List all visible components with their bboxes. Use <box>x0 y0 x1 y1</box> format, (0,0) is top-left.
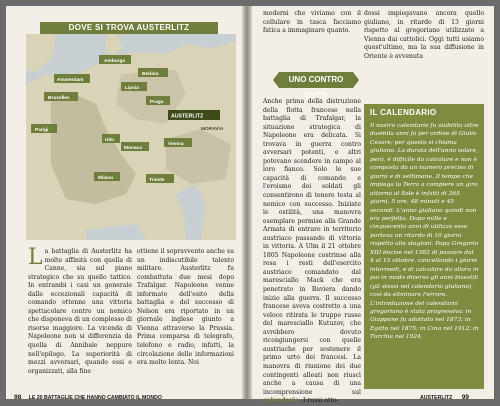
map-label-parigi: Parigi <box>35 128 49 133</box>
map-label-monaco: Monaco <box>124 146 143 151</box>
city-lipsia <box>121 82 147 91</box>
city-monaco <box>121 142 149 151</box>
map-label-milano: Milano <box>98 176 114 181</box>
map-label-ulm: Ulm <box>105 138 115 143</box>
city-amburgo <box>99 55 131 64</box>
section-ribbon: UNO CONTRO TUTTI <box>279 72 353 88</box>
right-footer <box>420 394 469 401</box>
map-label-bruxelles: Bruxelles <box>48 96 70 101</box>
map-label-amburgo: Amburgo <box>104 59 126 64</box>
map-label-amsterdam: Amsterdam <box>57 78 84 83</box>
city-austerlitz <box>168 110 220 120</box>
city-bruxelles <box>44 92 78 101</box>
city-praga <box>146 96 170 105</box>
city-berlino <box>138 68 168 77</box>
left-column-2 <box>137 248 234 388</box>
dropcap: L <box>28 245 43 270</box>
calendar-box-text: Il nostro calendario fu stabilito oltre duemila anni fa per ordine di Giulio Cesare; per questo si chiama giuliano. La durata dell'anno solare, però, è difficile da calcolare e non è composta da un numero preciso di giorni e di settimane. Il tempo che impiega la Terra a compiere un giro attorno al Sole è infatti di 365 giorni, 5 ore, 48 minuti e 45 secondi. L'anno giuliano quindi non era perfetto. Dopo mille e cinquecento anni di utilizzo esso portava un ritardo di 10 giorni rispetto alle stagioni. Papa Gregorio XIII decise nel 1582 di passare dal 4 al 15 ottobre, cancellando i giorni intermedi, e di calcolare da allora in poi in modo diverso gli anni bisestili (gli stessi nel calendario giuliano), così da eliminare l'errore. L'introduzione del calendario gregoriano è stata progressiva: in Giappone fu adottato nel 1873; in Egitto nel 1875; in Cina nel 1912; in Turchia nel 1924. <box>370 123 479 341</box>
left-column-1-text: a battaglia di Austerlitz ha molte affinità con quella di Canne, sia sul piano strategico che su quello tattico. In entrambi i casi un generale dalle eccezionali capacità di comando ottenne una vittoria spettacolare contro un nemico che disponeva di un complesso di risorse maggiore. La vicenda di Napoleone non si differenzia da quella di Annibale neppure nell'epilogo. La superiorità di mezzi avversari, quando essi e organizzati, alla fine <box>28 248 132 375</box>
right-top-text: moderni che viviamo con il cellulare in tasca facciamo fatica a immaginare quanto. <box>263 10 361 35</box>
map-label-praga: Praga <box>150 100 164 105</box>
right-column-1 <box>263 98 361 405</box>
map-label-berlino: Berlino <box>142 72 159 77</box>
calendario-keyword: calendario <box>263 397 300 405</box>
calendar-box-title: IL CALENDARIO <box>370 108 437 117</box>
city-ulm <box>102 134 120 143</box>
city-amsterdam <box>54 74 90 83</box>
right-running-title: AUSTERLITZ <box>420 395 453 401</box>
left-column-1 <box>28 245 132 388</box>
city-milano <box>94 172 120 181</box>
left-running-title: LE 20 BATTAGLIE CHE HANNO CAMBIATO IL MONDO <box>28 395 162 401</box>
map-title: DOVE SI TROVA AUSTERLITZ <box>40 22 218 34</box>
map-label-lipsia: Lipsia <box>125 86 139 91</box>
right-column-1-text: Anche prima della distruzione della flotta francese nella battaglia di Trafalgar, la situazione strategica di Napoleone era delicata. Si trovava in guerra contro avversari potenti, e altri potevano scendere in campo al loro fianco. Solo le sue capacità di comando e l'eroismo dei soldati gli consentirono di tenere testa al nemico con successo. Iniziate le ostilità, una manovra esemplare permise alla Grande Armata di entrare in territorio austriaco passando di vittoria in vittoria. A Ulm il 21 ottobre 1805 Napoleone costrinse alla resa i resti dell'esercito austriaco comandato dal maresciallo Mack che era penetrato in Baviera dando inizio alla guerra. Il successo francese aveva costretto a una veloce ritirata le truppe russe del maresciallo Kutuzov, che avrebbero dovuto ricongiungersi con quelle austriache per sostenere il primo urto dei francesi. La manovra di riunione dei due contingenti alleati non riuscì anche a causa di una incomprensione sul <box>263 98 361 396</box>
left-footer <box>14 394 162 401</box>
calendar-sidebar-box <box>364 104 484 389</box>
city-trieste <box>146 174 174 183</box>
right-column-1-tail: . I russi otto- <box>299 397 339 405</box>
right-column-2-top: dossi impiegavano ancora quello giuliano, in ritardo di 13 giorni rispetto al gregoriano utilizzato a Vienna dai cattolici. Oggi tutti usiamo quest'ultimo, ma la sua diffusione in Oriente è avvenuta <box>364 10 484 60</box>
city-vienna <box>164 138 192 147</box>
book-gutter <box>242 6 252 399</box>
map-label-vienna: Vienna <box>168 142 184 147</box>
europe-map <box>26 34 236 240</box>
left-column-2-text: ottiene il sopravvento anche su un indiscutibile talento militare. Austerlitz fu combattuta due mesi dopo Trafalgar. Napoleone venne informato dell'esito della battaglia e del successo di Nelson era riportato in un giornale inglese giunto a Vienna attraverso la Prussia. Prima comparsa di telegrafo, telefono e radio, infatti, la circolazione delle informazioni era molto lenta. Noi <box>137 248 234 367</box>
map-label-moravia: MORAVIA <box>201 127 224 132</box>
map-label-austerlitz: AUSTERLITZ <box>171 113 204 120</box>
map-label-trieste: Trieste <box>149 178 165 183</box>
right-page-number: 99 <box>461 394 469 401</box>
city-parigi <box>31 124 57 133</box>
left-page-number: 98 <box>14 394 22 401</box>
